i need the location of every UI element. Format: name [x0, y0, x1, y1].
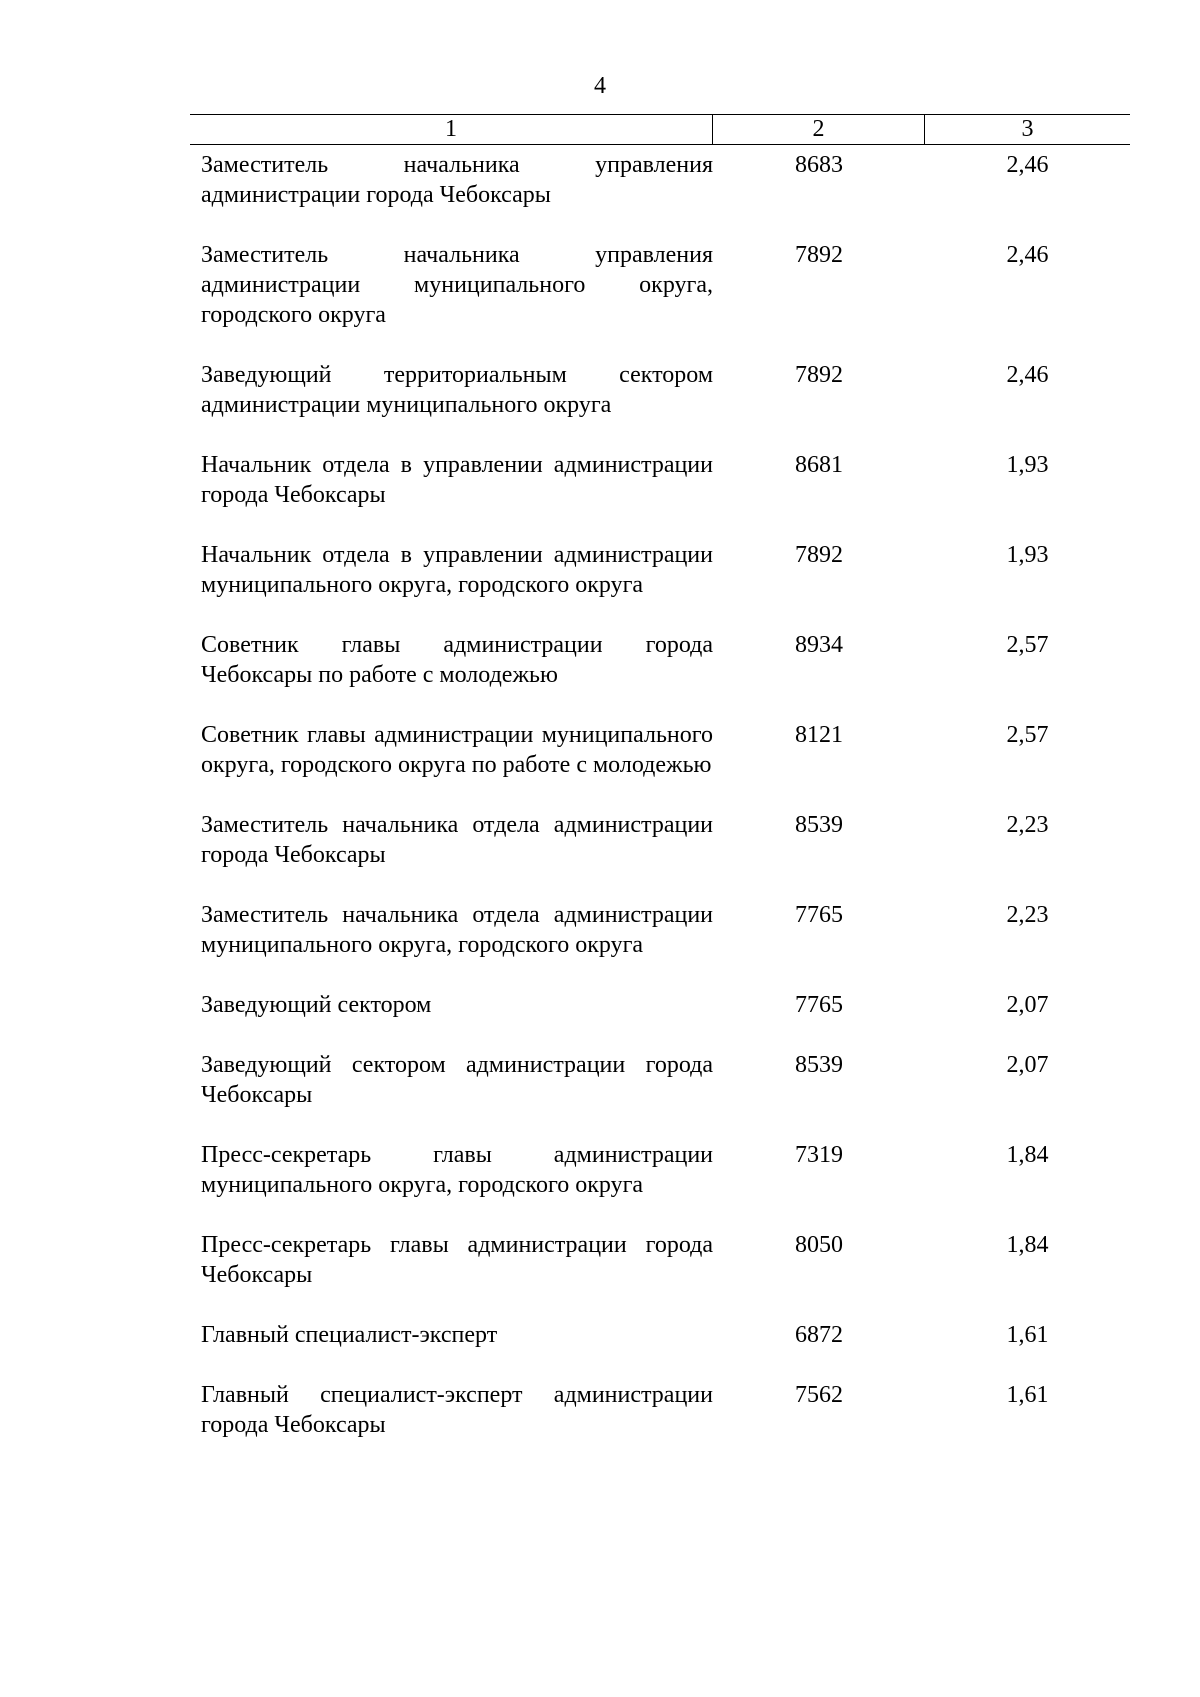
position-title: Заместитель начальника управления администрации муниципального округа, городского округа: [201, 242, 713, 328]
table-row: [190, 990, 1130, 1020]
salary-value: 8681: [795, 452, 843, 478]
salary-value: 6872: [795, 1322, 843, 1348]
column-header-2: 2: [713, 115, 925, 144]
salary-value: 7562: [795, 1382, 843, 1408]
position-title: Советник главы администрации города Чебоксары по работе с молодежью: [201, 632, 713, 688]
table-row: [190, 810, 1130, 870]
table-row: [190, 240, 1130, 330]
coefficient-value: 1,84: [1006, 1142, 1049, 1168]
coefficient-value: 1,93: [1006, 542, 1049, 568]
column-header-3: 3: [1021, 116, 1034, 142]
coefficient-value: 2,57: [1006, 722, 1049, 748]
table-row: [190, 1320, 1130, 1350]
table-row: [190, 1380, 1130, 1440]
position-title: Заведующий сектором: [201, 992, 432, 1018]
position-title: Заведующий сектором администрации города Чебоксары: [201, 1052, 713, 1108]
position-title: Заместитель начальника отдела администрации муниципального округа, городского округа: [201, 902, 713, 958]
salary-value: 7765: [795, 992, 843, 1018]
page-number: 4: [594, 73, 606, 99]
position-title: Заместитель начальника отдела администрации города Чебоксары: [201, 812, 713, 868]
salary-table: [190, 114, 1130, 1470]
position-title: Начальник отдела в управлении администрации муниципального округа, городского округа: [201, 542, 713, 598]
salary-value: 8934: [795, 632, 843, 658]
table-row: [190, 540, 1130, 600]
coefficient-value: 1,61: [1006, 1322, 1049, 1348]
coefficient-value: 2,07: [1006, 1052, 1049, 1078]
coefficient-value: 2,46: [1006, 152, 1049, 178]
table-row: [190, 450, 1130, 510]
salary-value: 8683: [795, 152, 843, 178]
table-header-row: [190, 114, 1130, 145]
coefficient-value: 2,46: [1006, 242, 1049, 268]
position-title: Советник главы администрации муниципального округа, городского округа по работе с молодежью: [201, 722, 713, 778]
table-body: [190, 145, 1130, 1440]
salary-value: 7319: [795, 1142, 843, 1168]
position-title: Пресс-секретарь главы администрации города Чебоксары: [201, 1232, 713, 1288]
position-title: Главный специалист-эксперт администрации города Чебоксары: [201, 1382, 713, 1438]
column-header-1: 1: [190, 115, 713, 144]
salary-value: 7892: [795, 242, 843, 268]
table-row: [190, 360, 1130, 420]
coefficient-value: 1,84: [1006, 1232, 1049, 1258]
table-row: [190, 1230, 1130, 1290]
table-row: [190, 900, 1130, 960]
coefficient-value: 1,93: [1006, 452, 1049, 478]
position-title: Заместитель начальника управления администрации города Чебоксары: [201, 152, 713, 208]
table-row: [190, 1140, 1130, 1200]
coefficient-value: 2,46: [1006, 362, 1049, 388]
position-title: Главный специалист-эксперт: [201, 1322, 498, 1348]
table-row: [190, 720, 1130, 780]
salary-value: 8121: [795, 722, 843, 748]
table-row: [190, 150, 1130, 210]
coefficient-value: 2,23: [1006, 812, 1049, 838]
position-title: Начальник отдела в управлении администрации города Чебоксары: [201, 452, 713, 508]
table-row: [190, 630, 1130, 690]
salary-value: 8539: [795, 812, 843, 838]
position-title: Заведующий территориальным сектором администрации муниципального округа: [201, 362, 713, 418]
salary-value: 7892: [795, 542, 843, 568]
salary-value: 7765: [795, 902, 843, 928]
coefficient-value: 1,61: [1006, 1382, 1049, 1408]
coefficient-value: 2,57: [1006, 632, 1049, 658]
salary-value: 8050: [795, 1232, 843, 1258]
table-row: [190, 1050, 1130, 1110]
salary-value: 7892: [795, 362, 843, 388]
coefficient-value: 2,07: [1006, 992, 1049, 1018]
position-title: Пресс-секретарь главы администрации муниципального округа, городского округа: [201, 1142, 713, 1198]
salary-value: 8539: [795, 1052, 843, 1078]
coefficient-value: 2,23: [1006, 902, 1049, 928]
